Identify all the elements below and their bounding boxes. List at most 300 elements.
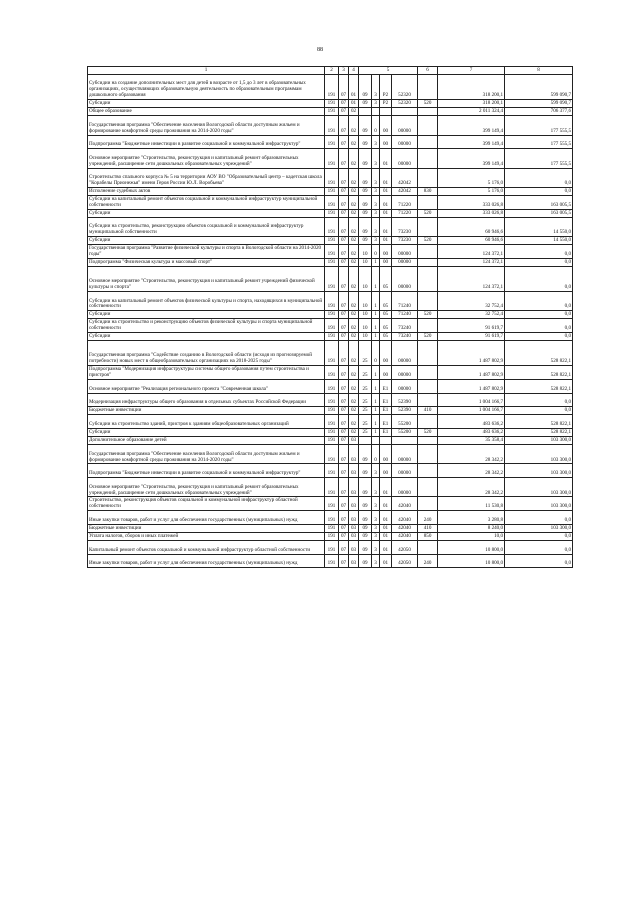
row-pr: 02 [349, 168, 359, 187]
row-pr: 02 [349, 393, 359, 407]
row-amount-2020: 599 090,7 [505, 100, 573, 108]
row-csr-direction: 42050 [392, 554, 418, 568]
table-body [88, 67, 573, 568]
column-header: 7 [438, 67, 505, 75]
row-pr: 03 [349, 532, 359, 540]
row-pr: 02 [349, 266, 359, 291]
row-name: Субсидии на создание дополнительных мест для детей в возрасте от 1,5 до 3 лет в образовательных организациях, осуществляющих образовательную деятельность по образовательным программам дошкольного образования [88, 75, 325, 100]
row-amount-2020: 0,0 [505, 245, 573, 259]
table-row [88, 258, 573, 266]
row-vr: 240 [418, 554, 438, 568]
row-csr-main: 05 [380, 311, 392, 319]
row-rz: 07 [339, 258, 349, 266]
row-csr-direction [392, 108, 418, 116]
row-vr [418, 149, 438, 168]
row-amount-2020: 0,0 [505, 333, 573, 341]
row-name: Иные закупки товаров, работ и услуг для обеспечения государственных (муниципальных) нужд [88, 511, 325, 525]
row-vr [418, 393, 438, 407]
row-pr: 03 [349, 478, 359, 497]
row-pr: 03 [349, 524, 359, 532]
row-csr-direction: 00000 [392, 464, 418, 478]
row-csr-program: 09 [359, 497, 372, 511]
row-csr-program: 25 [359, 366, 372, 380]
column-header: 6 [418, 67, 438, 75]
row-amount-2020: 528 822,1 [505, 379, 573, 393]
row-amount-2019: 28 342,2 [438, 478, 505, 497]
row-amount-2020: 528 822,1 [505, 415, 573, 429]
row-csr-program: 09 [359, 217, 372, 236]
row-gr: 191 [325, 540, 339, 554]
row-pr: 02 [349, 319, 359, 333]
row-csr-main: 00 [380, 366, 392, 380]
table-row [88, 266, 573, 291]
row-rz: 07 [339, 429, 349, 437]
row-gr: 191 [325, 149, 339, 168]
row-name: Субсидии [88, 209, 325, 217]
row-csr-direction: 00000 [392, 366, 418, 380]
row-name: Субсидии на строительство зданий, пристроя к зданиям общеобразовательных организаций [88, 415, 325, 429]
row-csr-sub: 1 [372, 266, 380, 291]
row-vr: 520 [418, 311, 438, 319]
row-rz: 07 [339, 266, 349, 291]
row-name: Государственная программа "Содействие созданию в Вологодской области (исходя из прогнозируемой потребности) новых мест в общеобразовательных организациях на 2018-2025 годы" [88, 341, 325, 366]
row-rz: 07 [339, 379, 349, 393]
row-csr-program: 09 [359, 445, 372, 464]
row-gr: 191 [325, 497, 339, 511]
row-amount-2019: 124 372,1 [438, 258, 505, 266]
table-row [88, 116, 573, 135]
row-vr: 240 [418, 511, 438, 525]
row-csr-main: E1 [380, 415, 392, 429]
row-vr [418, 266, 438, 291]
row-csr-sub: 1 [372, 258, 380, 266]
row-csr-main: 01 [380, 168, 392, 187]
row-csr-main: E1 [380, 429, 392, 437]
row-gr: 191 [325, 379, 339, 393]
row-rz: 07 [339, 311, 349, 319]
row-vr [418, 445, 438, 464]
row-gr: 191 [325, 511, 339, 525]
row-csr-main: 05 [380, 266, 392, 291]
budget-table [87, 66, 573, 568]
row-name: Подпрограмма "Бюджетные инвестиции в развитие социальной и коммунальной инфраструктур" [88, 135, 325, 149]
row-csr-main: E1 [380, 393, 392, 407]
row-amount-2019: 10,0 [438, 532, 505, 540]
table-row [88, 237, 573, 245]
row-amount-2020: 0,0 [505, 188, 573, 196]
row-pr: 03 [349, 445, 359, 464]
row-csr-program: 10 [359, 311, 372, 319]
row-gr: 191 [325, 237, 339, 245]
row-csr-direction: 73240 [392, 319, 418, 333]
row-csr-sub: 3 [372, 478, 380, 497]
row-csr-program: 25 [359, 379, 372, 393]
row-csr-program: 09 [359, 196, 372, 210]
row-csr-direction: 52390 [392, 393, 418, 407]
row-rz: 07 [339, 333, 349, 341]
row-csr-main [380, 108, 392, 116]
row-gr: 191 [325, 75, 339, 100]
row-name: Строительство, реконструкция объектов социальной и коммунальной инфраструктур областной собственности [88, 497, 325, 511]
row-csr-main: 01 [380, 478, 392, 497]
row-name: Субсидии на строительство и реконструкцию объектов физической культуры и спорта муниципальной собственности [88, 319, 325, 333]
row-name: Субсидии [88, 237, 325, 245]
row-amount-2020: 14 550,0 [505, 217, 573, 236]
row-vr: 520 [418, 100, 438, 108]
row-rz: 07 [339, 217, 349, 236]
row-rz: 07 [339, 319, 349, 333]
row-gr: 191 [325, 188, 339, 196]
row-csr-sub: 1 [372, 311, 380, 319]
table-row [88, 209, 573, 217]
column-header: 8 [505, 67, 573, 75]
row-rz: 07 [339, 100, 349, 108]
row-csr-sub: 0 [372, 341, 380, 366]
row-rz: 07 [339, 478, 349, 497]
row-amount-2019: 1 487 802,9 [438, 379, 505, 393]
row-amount-2019: 32 752,4 [438, 311, 505, 319]
row-amount-2019: 32 752,4 [438, 292, 505, 311]
row-amount-2019: 8 240,0 [438, 524, 505, 532]
row-csr-direction: 00000 [392, 341, 418, 366]
row-gr: 191 [325, 478, 339, 497]
row-csr-main: 00 [380, 464, 392, 478]
row-csr-main: 00 [380, 135, 392, 149]
row-vr: 410 [418, 407, 438, 415]
row-csr-main: P2 [380, 75, 392, 100]
row-vr: 520 [418, 209, 438, 217]
row-csr-main: 00 [380, 445, 392, 464]
row-csr-main: E1 [380, 379, 392, 393]
row-csr-program: 09 [359, 524, 372, 532]
row-amount-2020: 528 822,1 [505, 341, 573, 366]
row-csr-program: 09 [359, 116, 372, 135]
row-gr: 191 [325, 217, 339, 236]
row-pr: 03 [349, 511, 359, 525]
row-pr: 02 [349, 108, 359, 116]
row-pr: 02 [349, 366, 359, 380]
row-name: Капитальный ремонт объектов социальной и коммунальной инфраструктур областной собственности [88, 540, 325, 554]
row-csr-program: 25 [359, 341, 372, 366]
row-rz: 07 [339, 196, 349, 210]
row-csr-direction [392, 437, 418, 445]
row-csr-direction: 42050 [392, 540, 418, 554]
table-row [88, 100, 573, 108]
row-csr-main: 00 [380, 245, 392, 259]
row-csr-sub: 3 [372, 168, 380, 187]
row-rz: 07 [339, 188, 349, 196]
row-pr: 02 [349, 237, 359, 245]
table-row [88, 149, 573, 168]
row-csr-program: 09 [359, 135, 372, 149]
row-csr-sub: 1 [372, 379, 380, 393]
row-amount-2019: 5 176,0 [438, 188, 505, 196]
row-csr-main: 00 [380, 116, 392, 135]
row-gr: 191 [325, 333, 339, 341]
row-csr-sub: 1 [372, 319, 380, 333]
row-amount-2020: 177 555,5 [505, 135, 573, 149]
row-rz: 07 [339, 135, 349, 149]
row-amount-2019: 318 200,1 [438, 75, 505, 100]
table-row [88, 379, 573, 393]
column-header: 4 [349, 67, 359, 75]
row-vr: 520 [418, 237, 438, 245]
row-csr-program: 25 [359, 429, 372, 437]
row-name: Уплата налогов, сборов и иных платежей [88, 532, 325, 540]
row-amount-2019: 28 342,2 [438, 445, 505, 464]
row-csr-direction: 00000 [392, 135, 418, 149]
row-csr-direction: 55200 [392, 429, 418, 437]
column-header: 3 [339, 67, 349, 75]
row-gr: 191 [325, 464, 339, 478]
row-name: Субсидии на строительство, реконструкцию объектов социальной и коммунальной инфраструктур муниципальной собственности [88, 217, 325, 236]
row-csr-program: 09 [359, 75, 372, 100]
row-csr-program: 25 [359, 393, 372, 407]
row-csr-direction: 00000 [392, 149, 418, 168]
row-pr: 02 [349, 209, 359, 217]
row-vr [418, 366, 438, 380]
row-amount-2020: 0,0 [505, 319, 573, 333]
row-csr-direction: 71220 [392, 209, 418, 217]
row-pr: 02 [349, 311, 359, 319]
row-amount-2019: 124 372,1 [438, 245, 505, 259]
row-amount-2020: 103 300,0 [505, 478, 573, 497]
row-amount-2020: 163 005,5 [505, 196, 573, 210]
row-name: Подпрограмма "Модернизация инфраструктуры системы общего образования путем строительства и пристроя" [88, 366, 325, 380]
row-csr-program: 09 [359, 540, 372, 554]
row-rz: 07 [339, 341, 349, 366]
row-amount-2020: 0,0 [505, 511, 573, 525]
row-pr: 02 [349, 341, 359, 366]
row-gr: 191 [325, 415, 339, 429]
row-pr: 01 [349, 100, 359, 108]
row-csr-sub: 3 [372, 188, 380, 196]
row-vr [418, 478, 438, 497]
row-vr [418, 75, 438, 100]
row-csr-main: 01 [380, 511, 392, 525]
row-pr: 02 [349, 415, 359, 429]
row-csr-direction: 52320 [392, 75, 418, 100]
row-name: Основное мероприятие "Строительство, реконструкция и капитальный ремонт образовательных учреждений, расширение сети дошкольных образовательных учреждений" [88, 149, 325, 168]
row-amount-2019: 35 358,4 [438, 437, 505, 445]
table-row [88, 415, 573, 429]
table-row [88, 366, 573, 380]
row-csr-main: 01 [380, 554, 392, 568]
row-csr-main: 01 [380, 532, 392, 540]
row-gr: 191 [325, 311, 339, 319]
row-name: Дополнительное образование детей [88, 437, 325, 445]
row-amount-2019: 91 619,7 [438, 333, 505, 341]
row-csr-direction: 55200 [392, 415, 418, 429]
row-rz: 07 [339, 245, 349, 259]
row-vr [418, 437, 438, 445]
row-vr: 830 [418, 188, 438, 196]
row-csr-sub: 3 [372, 464, 380, 478]
row-vr [418, 415, 438, 429]
row-csr-main: 01 [380, 149, 392, 168]
row-csr-direction: 73230 [392, 237, 418, 245]
row-csr-main: 01 [380, 217, 392, 236]
row-rz: 07 [339, 497, 349, 511]
table-row [88, 393, 573, 407]
row-pr: 03 [349, 540, 359, 554]
row-csr-main: 01 [380, 237, 392, 245]
row-csr-direction: 00000 [392, 245, 418, 259]
row-csr-direction: 73240 [392, 333, 418, 341]
table-row [88, 554, 573, 568]
row-csr-direction: 71220 [392, 196, 418, 210]
page-number: 88 [317, 47, 323, 53]
row-csr-sub: 0 [372, 245, 380, 259]
row-csr-direction: 42040 [392, 524, 418, 532]
row-rz: 07 [339, 532, 349, 540]
column-header: 2 [325, 67, 339, 75]
row-csr-main: 01 [380, 209, 392, 217]
row-rz: 07 [339, 393, 349, 407]
row-csr-sub: 3 [372, 511, 380, 525]
row-csr-main: 01 [380, 196, 392, 210]
row-csr-direction: 00000 [392, 116, 418, 135]
row-vr [418, 245, 438, 259]
row-csr-direction: 00000 [392, 266, 418, 291]
row-rz: 07 [339, 108, 349, 116]
row-vr [418, 196, 438, 210]
row-name: Основное мероприятие "Реализация регионального проекта "Современная школа" [88, 379, 325, 393]
row-amount-2019: 91 619,7 [438, 319, 505, 333]
row-csr-program: 10 [359, 245, 372, 259]
row-csr-main: 01 [380, 524, 392, 532]
row-vr [418, 341, 438, 366]
row-gr: 191 [325, 266, 339, 291]
row-amount-2019: 2 011 324,4 [438, 108, 505, 116]
row-csr-sub: 1 [372, 366, 380, 380]
row-csr-program: 10 [359, 266, 372, 291]
row-csr-direction: 00000 [392, 258, 418, 266]
row-vr [418, 258, 438, 266]
row-amount-2019: 28 342,2 [438, 464, 505, 478]
table-row [88, 311, 573, 319]
table-row [88, 196, 573, 210]
table-row [88, 333, 573, 341]
row-rz: 07 [339, 464, 349, 478]
row-name: Бюджетные инвестиции [88, 524, 325, 532]
row-csr-direction: 71240 [392, 292, 418, 311]
column-header: 1 [88, 67, 325, 75]
row-amount-2019: 399 149,4 [438, 135, 505, 149]
row-csr-sub: 3 [372, 100, 380, 108]
row-gr: 191 [325, 168, 339, 187]
table-row [88, 292, 573, 311]
row-gr: 191 [325, 292, 339, 311]
row-amount-2019: 60 946,6 [438, 237, 505, 245]
row-amount-2020: 0,0 [505, 540, 573, 554]
row-pr: 01 [349, 75, 359, 100]
row-csr-sub: 3 [372, 217, 380, 236]
row-amount-2020: 0,0 [505, 532, 573, 540]
row-gr: 191 [325, 100, 339, 108]
row-csr-program: 09 [359, 464, 372, 478]
row-name: Субсидии [88, 311, 325, 319]
row-amount-2019: 60 946,6 [438, 217, 505, 236]
row-name: Субсидии [88, 429, 325, 437]
row-amount-2020: 706 377,6 [505, 108, 573, 116]
row-amount-2019: 10 800,0 [438, 554, 505, 568]
row-csr-direction: 52390 [392, 407, 418, 415]
row-amount-2019: 399 149,4 [438, 116, 505, 135]
row-pr: 02 [349, 188, 359, 196]
row-csr-sub: 3 [372, 524, 380, 532]
row-csr-sub: 3 [372, 75, 380, 100]
row-csr-direction: 42040 [392, 511, 418, 525]
table-row [88, 217, 573, 236]
row-pr: 02 [349, 379, 359, 393]
row-csr-program: 09 [359, 237, 372, 245]
row-amount-2019: 333 026,8 [438, 196, 505, 210]
row-pr: 03 [349, 554, 359, 568]
row-csr-program: 10 [359, 319, 372, 333]
row-rz: 07 [339, 116, 349, 135]
row-csr-direction: 00000 [392, 445, 418, 464]
row-vr [418, 217, 438, 236]
row-vr [418, 168, 438, 187]
row-amount-2019: 483 636,2 [438, 429, 505, 437]
row-amount-2020: 528 822,1 [505, 366, 573, 380]
row-csr-sub: 3 [372, 196, 380, 210]
row-amount-2019: 333 026,8 [438, 209, 505, 217]
table-row [88, 429, 573, 437]
row-csr-main: 01 [380, 188, 392, 196]
row-csr-sub: 1 [372, 333, 380, 341]
row-gr: 191 [325, 108, 339, 116]
row-csr-program: 10 [359, 333, 372, 341]
row-rz: 07 [339, 540, 349, 554]
row-amount-2019: 5 176,0 [438, 168, 505, 187]
row-csr-main: 01 [380, 497, 392, 511]
row-name: Подпрограмма "Физическая культура и массовый спорт" [88, 258, 325, 266]
row-csr-main: 05 [380, 292, 392, 311]
table-row [88, 511, 573, 525]
row-pr: 02 [349, 217, 359, 236]
row-amount-2020: 0,0 [505, 168, 573, 187]
row-name: Государственная программа "Обеспечение населения Вологодской области доступным жильем и формирование комфортной среды проживания на 2014-2020 годы" [88, 116, 325, 135]
row-name: Строительство спального корпуса № 5 на территории АОУ ВО "Образовательный центр – кадетская школа "Корабелы Прионежья" имени Героя России Ю.Л. Воробьева" [88, 168, 325, 187]
row-csr-sub [372, 437, 380, 445]
table-row [88, 341, 573, 366]
row-csr-main: 00 [380, 258, 392, 266]
row-amount-2020: 0,0 [505, 258, 573, 266]
row-pr: 03 [349, 497, 359, 511]
row-vr [418, 540, 438, 554]
row-vr [418, 379, 438, 393]
table-row [88, 319, 573, 333]
row-csr-direction: 42042 [392, 188, 418, 196]
row-amount-2020: 0,0 [505, 407, 573, 415]
row-vr [418, 319, 438, 333]
row-csr-main: P2 [380, 100, 392, 108]
row-gr: 191 [325, 319, 339, 333]
row-csr-program: 09 [359, 532, 372, 540]
row-rz: 07 [339, 168, 349, 187]
row-amount-2019: 318 200,1 [438, 100, 505, 108]
row-pr: 02 [349, 258, 359, 266]
row-vr: 410 [418, 524, 438, 532]
row-rz: 07 [339, 437, 349, 445]
row-amount-2020: 0,0 [505, 393, 573, 407]
row-vr [418, 116, 438, 135]
row-amount-2020: 177 555,5 [505, 149, 573, 168]
row-vr: 520 [418, 429, 438, 437]
table-row [88, 437, 573, 445]
